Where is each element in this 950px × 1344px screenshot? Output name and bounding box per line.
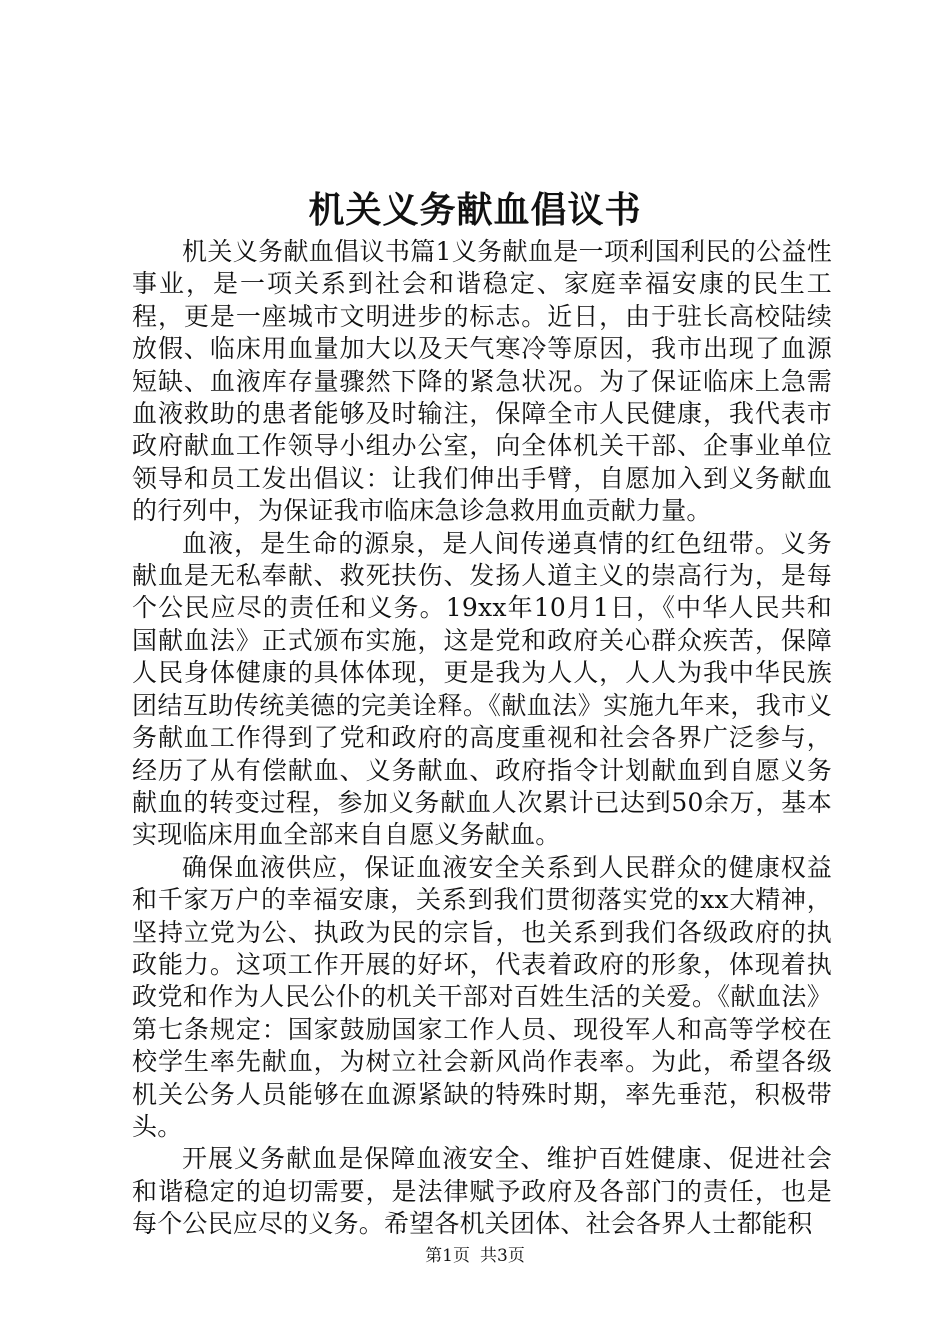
paragraph-3: 确保血液供应，保证血液安全关系到人民群众的健康权益和千家万户的幸福安康，关系到我们贯彻落实党的xx大精神，坚持立党为公、执政为民的宗旨，也关系到我们各级政府的执政能力。这项工作开展的好坏，代表着政府的形象，体现着执政党和作为人民公仆的机关干部对百姓生活的关爱。《献血法》第七条规定：国家鼓励国家工作人员、现役军人和高等学校在校学生率先献血，为树立社会新风尚作表率。为此，希望各级机关公务人员能够在血源紧缺的特殊时期，率先垂范，积极带头。: [132, 852, 832, 1141]
document-body: [132, 236, 832, 1241]
page-total: 共3页: [480, 1246, 525, 1266]
page-footer: [0, 1244, 950, 1268]
paragraph-2: 血液，是生命的源泉，是人间传递真情的红色纽带。义务献血是无私奉献、救死扶伤、发扬人道主义的崇高行为，是每个公民应尽的责任和义务。19xx年10月1日，《中华人民共和国献血法》正式颁布实施，这是党和政府关心群众疾苦，保障人民身体健康的具体体现，更是我为人人，人人为我中华民族团结互助传统美德的完美诠释。《献血法》实施九年来，我市义务献血工作得到了党和政府的高度重视和社会各界广泛参与，经历了从有偿献血、义务献血、政府指令计划献血到自愿义务献血的转变过程，参加义务献血人次累计已达到50余万，基本实现临床用血全部来自自愿义务献血。: [132, 528, 832, 850]
page-number: 第1页: [425, 1246, 470, 1266]
paragraph-1: 机关义务献血倡议书篇1义务献血是一项利国利民的公益性事业，是一项关系到社会和谐稳定、家庭幸福安康的民生工程，更是一座城市文明进步的标志。近日，由于驻长高校陆续放假、临床用血量加大以及天气寒冷等原因，我市出现了血源短缺、血液库存量骤然下降的紧急状况。为了保证临床上急需血液救助的患者能够及时输注，保障全市人民健康，我代表市政府献血工作领导小组办公室，向全体机关干部、企事业单位领导和员工发出倡议：让我们伸出手臂，自愿加入到义务献血的行列中，为保证我市临床急诊急救用血贡献力量。: [132, 237, 832, 526]
document-title: 机关义务献血倡议书: [308, 189, 642, 231]
paragraph-4: 开展义务献血是保障血液安全、维护百姓健康、促进社会和谐稳定的迫切需要，是法律赋予政府及各部门的责任，也是每个公民应尽的义务。希望各机关团体、社会各界人士都能积: [132, 1144, 832, 1239]
